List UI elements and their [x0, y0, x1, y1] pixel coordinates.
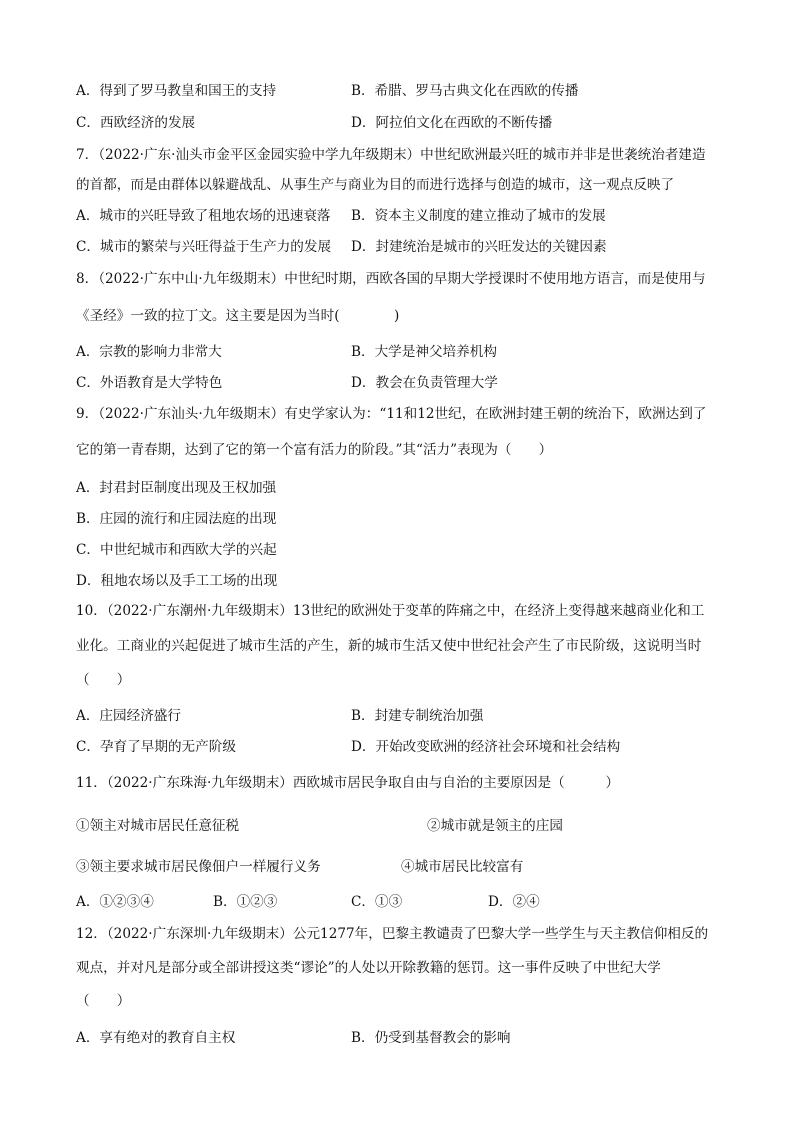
- q9-stem-line1: 9．（2022·广东汕头·九年级期末）有史学家认为：“11和12世纪，在欧洲封建王朝的统治下，欧洲达到了: [76, 406, 707, 422]
- q6-option-a[interactable]: A．得到了罗马教皇和国王的支持: [76, 83, 277, 99]
- q9-option-a[interactable]: A．封君封臣制度出现及王权加强: [76, 480, 277, 496]
- q12-option-a[interactable]: A．享有绝对的教育自主权: [76, 1030, 236, 1046]
- q10-option-b[interactable]: B．封建专制统治加强: [351, 708, 484, 724]
- q6-option-b[interactable]: B．希腊、罗马古典文化在西欧的传播: [351, 83, 579, 99]
- q7-stem-line2: 的首都，而是由群体以躲避战乱、从事生产与商业为目的而进行选择与创造的城市，这一观点反映了: [76, 177, 675, 193]
- q11-option-c[interactable]: C．①③: [351, 894, 403, 910]
- q12-stem-line3: （ ）: [76, 993, 131, 1009]
- q8-option-a[interactable]: A．宗教的影响力非常大: [76, 344, 222, 360]
- q11-item-1: ①领主对城市居民任意征税: [76, 818, 240, 834]
- q9-option-c[interactable]: C．中世纪城市和西欧大学的兴起: [76, 542, 277, 558]
- q10-stem-line1: 10．（2022·广东潮州·九年级期末）13世纪的欧洲处于变革的阵痛之中，在经济上变得越来越商业化和工: [76, 603, 705, 619]
- q9-option-b[interactable]: B．庄园的流行和庄园法庭的出现: [76, 511, 277, 527]
- q7-option-c[interactable]: C．城市的繁荣与兴旺得益于生产力的发展: [76, 239, 332, 255]
- q10-option-c[interactable]: C．孕育了早期的无产阶级: [76, 739, 236, 755]
- q7-option-b[interactable]: B．资本主义制度的建立推动了城市的发展: [351, 208, 606, 224]
- q7-option-d[interactable]: D．封建统治是城市的兴旺发达的关键因素: [351, 239, 607, 255]
- q12-stem-line1: 12．（2022·广东深圳·九年级期末）公元1277年，巴黎主教谴责了巴黎大学一些学生与天主教信仰相反的: [76, 926, 709, 942]
- q8-option-c[interactable]: C．外语教育是大学特色: [76, 375, 223, 391]
- q11-item-2: ②城市就是领主的庄园: [427, 818, 563, 834]
- q6-option-c[interactable]: C．西欧经济的发展: [76, 115, 196, 131]
- q8-option-d[interactable]: D．教会在负责管理大学: [351, 375, 498, 391]
- q11-stem-line1: 11．（2022·广东珠海·九年级期末）西欧城市居民争取自由与自治的主要原因是（ ）: [76, 775, 620, 791]
- q11-option-b[interactable]: B．①②③: [213, 894, 278, 910]
- q11-option-a[interactable]: A．①②③④: [76, 894, 154, 910]
- q10-stem-line2: 业化。工商业的兴起促进了城市生活的产生，新的城市生活又使中世纪社会产生了市民阶级，这说明当时: [76, 638, 702, 654]
- q12-option-b[interactable]: B．仍受到基督教会的影响: [351, 1030, 511, 1046]
- q7-stem-line1: 7．（2022·广东·汕头市金平区金园实验中学九年级期末）中世纪欧洲最兴旺的城市并非是世袭统治者建造: [76, 147, 706, 163]
- q9-option-d[interactable]: D．租地农场以及手工工场的出现: [76, 573, 278, 589]
- q8-stem-line2: 《圣经》一致的拉丁文。这主要是因为当时( ): [76, 308, 400, 324]
- q11-option-d[interactable]: D．②④: [488, 894, 540, 910]
- q11-item-3: ③领主要求城市居民像佃户一样履行义务: [76, 859, 321, 875]
- q8-option-b[interactable]: B．大学是神父培养机构: [351, 344, 497, 360]
- q11-item-4: ④城市居民比较富有: [401, 859, 524, 875]
- q10-stem-line3: （ ）: [76, 672, 131, 688]
- q12-stem-line2: 观点，并对凡是部分或全部讲授这类“谬论”的人处以开除教籍的惩罚。这一事件反映了中世纪大学: [76, 960, 661, 976]
- q9-stem-line2: 它的第一青春期，达到了它的第一个富有活力的阶段。”其“活力”表现为（ ）: [76, 442, 553, 458]
- q8-stem-line1: 8．（2022·广东中山·九年级期末）中世纪时期，西欧各国的早期大学授课时不使用地方语言，而是使用与: [76, 271, 706, 287]
- q10-option-a[interactable]: A．庄园经济盛行: [76, 708, 181, 724]
- q7-option-a[interactable]: A．城市的兴旺导致了租地农场的迅速衰落: [76, 208, 331, 224]
- q6-option-d[interactable]: D．阿拉伯文化在西欧的不断传播: [351, 115, 553, 131]
- q10-option-d[interactable]: D．开始改变欧洲的经济社会环境和社会结构: [351, 739, 621, 755]
